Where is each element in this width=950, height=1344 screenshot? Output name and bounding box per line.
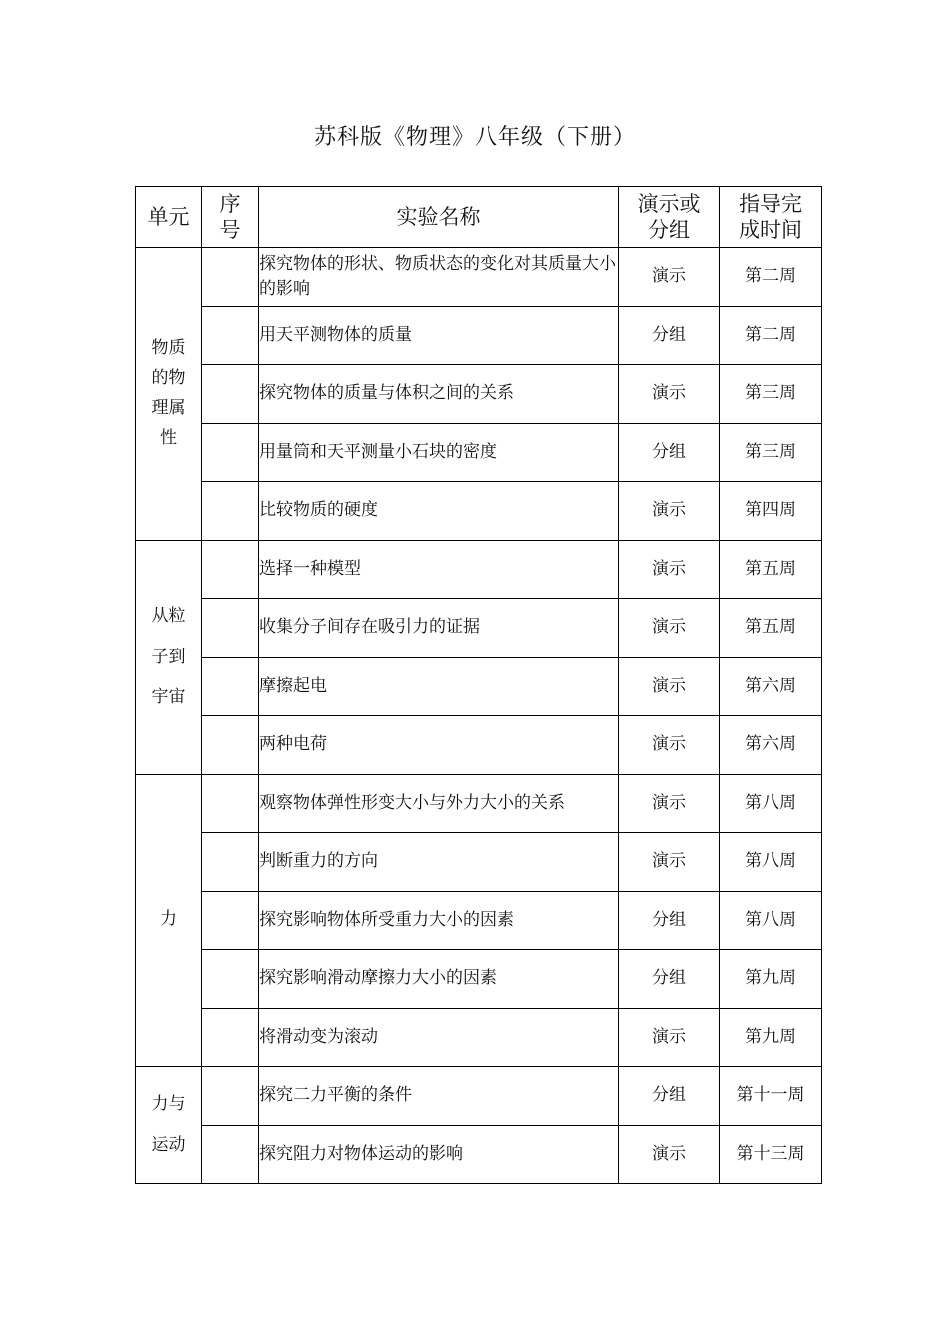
unit-cell: 从粒子到宇宙 (136, 540, 202, 774)
table-row (136, 716, 822, 775)
index-cell (202, 1125, 259, 1184)
week-cell: 第六周 (720, 657, 822, 716)
index-cell (202, 1067, 259, 1126)
table-row (136, 599, 822, 658)
mode-cell: 分组 (619, 891, 720, 950)
experiment-name: 探究二力平衡的条件 (259, 1067, 619, 1126)
experiment-name: 比较物质的硬度 (259, 482, 619, 541)
unit-cell: 物质的物理属性 (136, 248, 202, 541)
week-cell: 第八周 (720, 774, 822, 833)
index-cell (202, 891, 259, 950)
week-cell: 第八周 (720, 833, 822, 892)
table-row (136, 657, 822, 716)
header-week: 指导完成时间 (720, 187, 822, 248)
header-unit: 单元 (136, 187, 202, 248)
table-row (136, 540, 822, 599)
mode-cell: 演示 (619, 1008, 720, 1067)
index-cell (202, 248, 259, 307)
index-cell (202, 657, 259, 716)
week-cell: 第五周 (720, 540, 822, 599)
index-cell (202, 365, 259, 424)
week-cell: 第八周 (720, 891, 822, 950)
week-cell: 第六周 (720, 716, 822, 775)
index-cell (202, 716, 259, 775)
table-row (136, 1008, 822, 1067)
table-row (136, 950, 822, 1009)
index-cell (202, 599, 259, 658)
experiment-name: 观察物体弹性形变大小与外力大小的关系 (259, 774, 619, 833)
table-row (136, 423, 822, 482)
experiment-name: 收集分子间存在吸引力的证据 (259, 599, 619, 658)
week-cell: 第九周 (720, 950, 822, 1009)
experiment-name: 探究物体的形状、物质状态的变化对其质量大小的影响 (259, 248, 619, 307)
mode-cell: 演示 (619, 833, 720, 892)
table-row (136, 1125, 822, 1184)
index-cell (202, 1008, 259, 1067)
table-row (136, 1067, 822, 1126)
mode-cell: 演示 (619, 365, 720, 424)
table-row (136, 774, 822, 833)
index-cell (202, 950, 259, 1009)
unit-cell: 力与运动 (136, 1067, 202, 1184)
index-cell (202, 774, 259, 833)
mode-cell: 演示 (619, 774, 720, 833)
week-cell: 第十三周 (720, 1125, 822, 1184)
week-cell: 第五周 (720, 599, 822, 658)
experiment-name: 探究物体的质量与体积之间的关系 (259, 365, 619, 424)
experiment-name: 选择一种模型 (259, 540, 619, 599)
experiment-name: 将滑动变为滚动 (259, 1008, 619, 1067)
table-row (136, 833, 822, 892)
mode-cell: 演示 (619, 716, 720, 775)
week-cell: 第三周 (720, 365, 822, 424)
mode-cell: 演示 (619, 248, 720, 307)
index-cell (202, 423, 259, 482)
experiment-name: 两种电荷 (259, 716, 619, 775)
document-title: 苏科版《物理》八年级（下册） (313, 125, 636, 150)
mode-cell: 演示 (619, 657, 720, 716)
table-row (136, 482, 822, 541)
mode-cell: 分组 (619, 306, 720, 365)
experiment-table (135, 186, 822, 1184)
index-cell (202, 540, 259, 599)
mode-cell: 分组 (619, 950, 720, 1009)
week-cell: 第二周 (720, 248, 822, 307)
index-cell (202, 482, 259, 541)
week-cell: 第九周 (720, 1008, 822, 1067)
header-name: 实验名称 (259, 187, 619, 248)
mode-cell: 分组 (619, 1067, 720, 1126)
mode-cell: 演示 (619, 599, 720, 658)
mode-cell: 演示 (619, 1125, 720, 1184)
experiment-name: 探究阻力对物体运动的影响 (259, 1125, 619, 1184)
mode-cell: 演示 (619, 482, 720, 541)
table-row (136, 891, 822, 950)
week-cell: 第三周 (720, 423, 822, 482)
experiment-name: 用天平测物体的质量 (259, 306, 619, 365)
experiment-name: 探究影响滑动摩擦力大小的因素 (259, 950, 619, 1009)
week-cell: 第十一周 (720, 1067, 822, 1126)
header-mode: 演示或分组 (619, 187, 720, 248)
mode-cell: 演示 (619, 540, 720, 599)
table-row (136, 306, 822, 365)
week-cell: 第四周 (720, 482, 822, 541)
week-cell: 第二周 (720, 306, 822, 365)
index-cell (202, 306, 259, 365)
table-header-row (136, 187, 822, 248)
table-row (136, 365, 822, 424)
index-cell (202, 833, 259, 892)
unit-cell: 力 (136, 774, 202, 1067)
experiment-name: 判断重力的方向 (259, 833, 619, 892)
experiment-name: 摩擦起电 (259, 657, 619, 716)
experiment-name: 探究影响物体所受重力大小的因素 (259, 891, 619, 950)
header-index: 序号 (202, 187, 259, 248)
table-row (136, 248, 822, 307)
mode-cell: 分组 (619, 423, 720, 482)
experiment-name: 用量筒和天平测量小石块的密度 (259, 423, 619, 482)
